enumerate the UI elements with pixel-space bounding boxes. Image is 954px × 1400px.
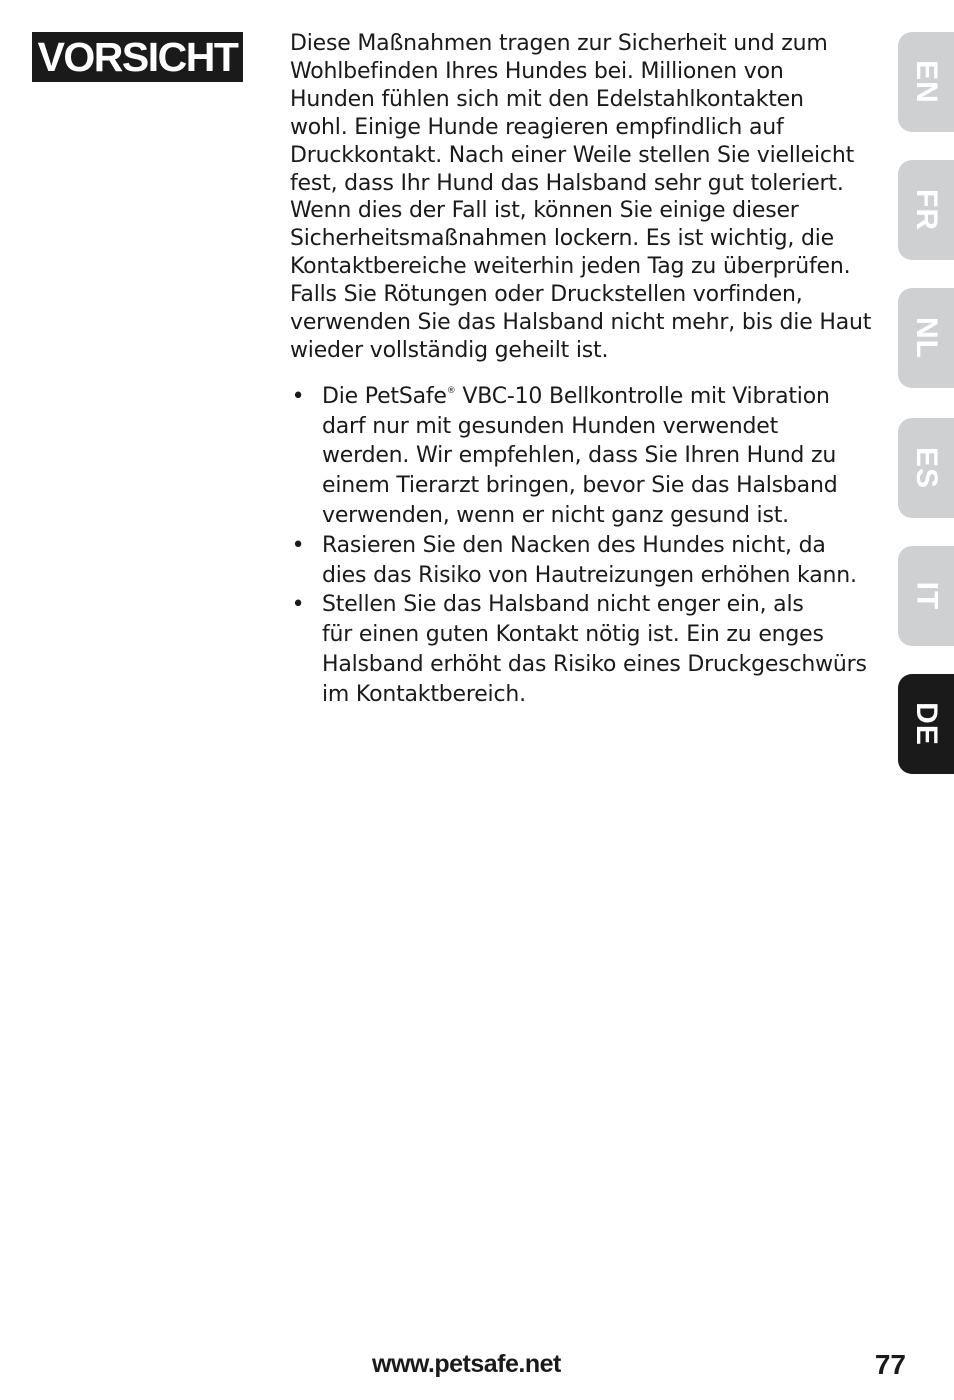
list-item-shaving <box>290 531 875 591</box>
list-line: darf nur mit gesunden Hunden verwendet <box>322 413 779 439</box>
intro-line: Sicherheitsmaßnahmen lockern. Es ist wichtig, die <box>290 226 834 252</box>
brand-text: Die PetSafe <box>322 383 447 409</box>
precautions-list <box>290 382 875 710</box>
list-line: verwenden, wenn er nicht ganz gesund ist. <box>322 503 789 529</box>
list-item-health <box>290 382 875 531</box>
tab-de[interactable] <box>898 674 954 774</box>
list-line <box>322 382 875 412</box>
tab-label: DE <box>910 702 943 746</box>
tab-es[interactable] <box>898 418 954 518</box>
tab-label: ES <box>910 446 943 490</box>
bullet-icon: • <box>291 532 305 558</box>
registered-mark: ® <box>446 385 456 396</box>
page-number: 77 <box>874 1349 906 1380</box>
intro-line: wohl. Einige Hunde reagieren empfindlich auf <box>290 114 784 140</box>
tab-en[interactable] <box>898 32 954 132</box>
tab-label: EN <box>910 60 943 104</box>
bullet-icon: • <box>291 592 305 618</box>
intro-line: Diese Maßnahmen tragen zur Sicherheit und zum <box>290 31 828 56</box>
bullet-icon: • <box>291 383 305 409</box>
tab-fr[interactable] <box>898 160 954 260</box>
intro-line: wieder vollständig geheilt ist. <box>290 337 609 363</box>
tab-nl[interactable] <box>898 288 954 388</box>
intro-line: fest, dass Ihr Hund das Halsband sehr gut toleriert. <box>290 170 844 196</box>
caution-heading: VORSICHT <box>32 32 243 82</box>
list-line: Stellen Sie das Halsband nicht enger ein, als <box>322 592 804 618</box>
list-item-fit <box>290 590 875 709</box>
intro-line: verwenden Sie das Halsband nicht mehr, bis die Haut <box>290 310 872 336</box>
intro-line: Hunden fühlen sich mit den Edelstahlkontakten <box>290 86 804 112</box>
tab-label: FR <box>910 189 943 231</box>
intro-line: Druckkontakt. Nach einer Weile stellen Sie vielleicht <box>290 142 854 168</box>
list-line: werden. Wir empfehlen, dass Sie Ihren Hund zu <box>322 443 837 469</box>
intro-line: Falls Sie Rötungen oder Druckstellen vorfinden, <box>290 282 803 308</box>
list-line: im Kontaktbereich. <box>322 681 526 707</box>
main-content <box>290 30 875 710</box>
tab-label: NL <box>910 317 943 359</box>
list-line: dies das Risiko von Hautreizungen erhöhen kann. <box>322 562 857 588</box>
footer-url[interactable]: www.petsafe.net <box>372 1350 561 1378</box>
list-line: Halsband erhöht das Risiko eines Druckgeschwürs <box>322 652 867 678</box>
intro-line: Kontaktbereiche weiterhin jeden Tag zu überprüfen. <box>290 254 851 280</box>
list-line: einem Tierarzt bringen, bevor Sie das Halsband <box>322 473 838 499</box>
product-text: VBC-10 Bellkontrolle mit Vibration <box>455 383 830 409</box>
intro-line: Wohlbefinden Ihres Hundes bei. Millionen von <box>290 58 784 84</box>
list-line: für einen guten Kontakt nötig ist. Ein zu enges <box>322 622 824 648</box>
tab-it[interactable] <box>898 546 954 646</box>
tab-label: IT <box>909 581 943 611</box>
list-line: Rasieren Sie den Nacken des Hundes nicht, da <box>322 532 826 558</box>
intro-line: Wenn dies der Fall ist, können Sie einige dieser <box>290 198 799 224</box>
intro-paragraph <box>290 30 875 365</box>
